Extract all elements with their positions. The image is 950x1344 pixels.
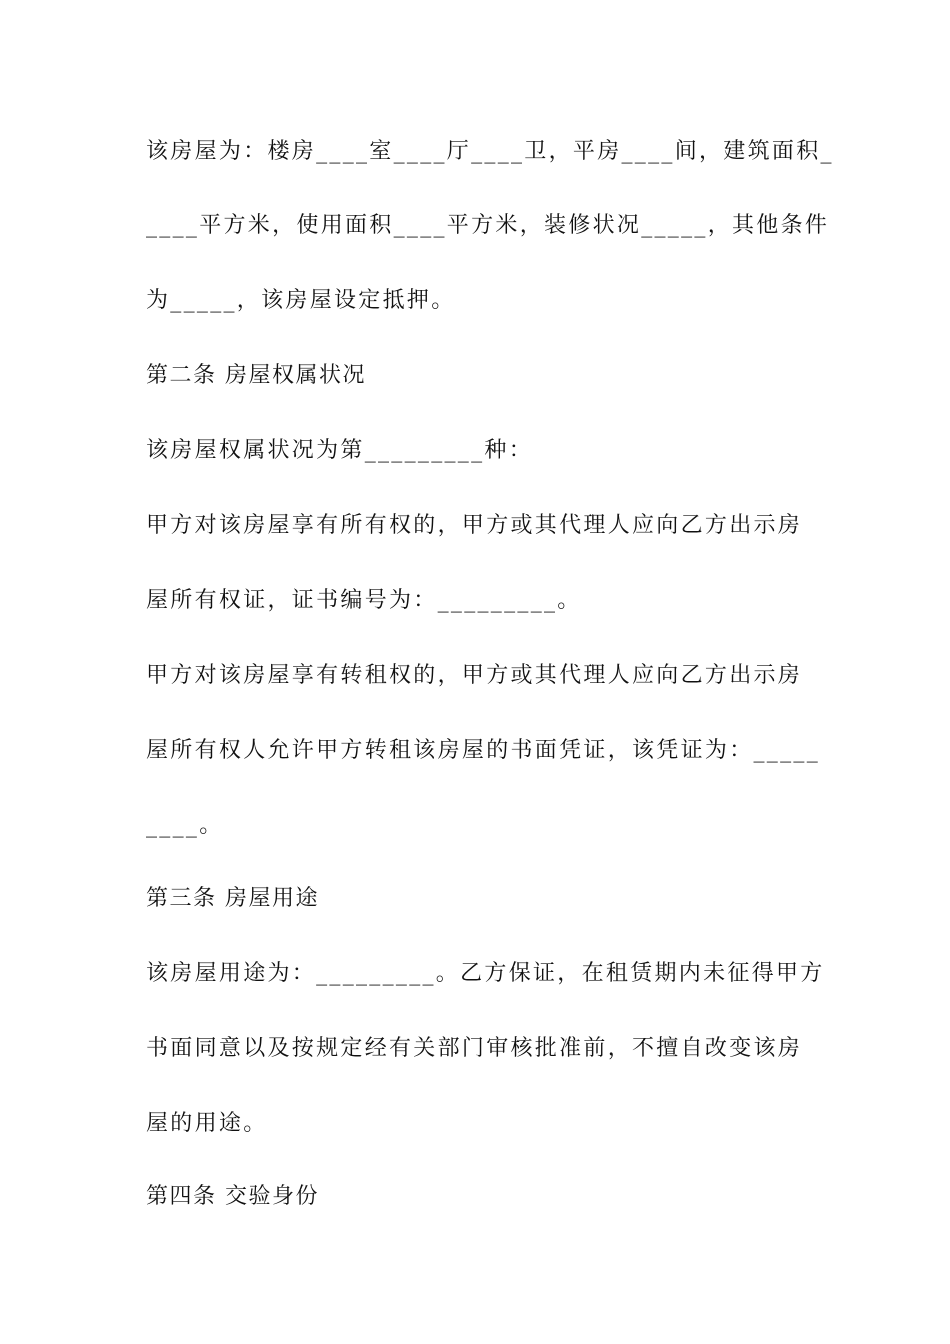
- paragraph-line: ____。: [146, 813, 224, 838]
- paragraph-line: 屋的用途。: [146, 1111, 268, 1136]
- paragraph-line: 该房屋用途为：_________。乙方保证，在租赁期内未征得甲方: [146, 961, 825, 986]
- section-heading: 第三条 房屋用途: [146, 886, 319, 911]
- paragraph-line: ____平方米，使用面积____平方米，装修状况_____，其他条件: [146, 213, 830, 238]
- paragraph-line: 该房屋为：楼房____室____厅____卫，平房____间，建筑面积_: [146, 139, 834, 164]
- paragraph-line: 甲方对该房屋享有所有权的，甲方或其代理人应向乙方出示房: [146, 513, 803, 538]
- paragraph-line: 甲方对该房屋享有转租权的，甲方或其代理人应向乙方出示房: [146, 663, 803, 688]
- section-heading: 第四条 交验身份: [146, 1184, 319, 1209]
- section-heading: 第二条 房屋权属状况: [146, 363, 366, 388]
- paragraph-line: 该房屋权属状况为第_________种：: [146, 438, 534, 463]
- paragraph-line: 为_____，该房屋设定抵押。: [146, 288, 456, 313]
- paragraph-line: 书面同意以及按规定经有关部门审核批准前，不擅自改变该房: [146, 1036, 803, 1061]
- paragraph-line: 屋所有权证，证书编号为：_________。: [146, 588, 582, 613]
- paragraph-line: 屋所有权人允许甲方转租该房屋的书面凭证，该凭证为：_____: [146, 738, 821, 763]
